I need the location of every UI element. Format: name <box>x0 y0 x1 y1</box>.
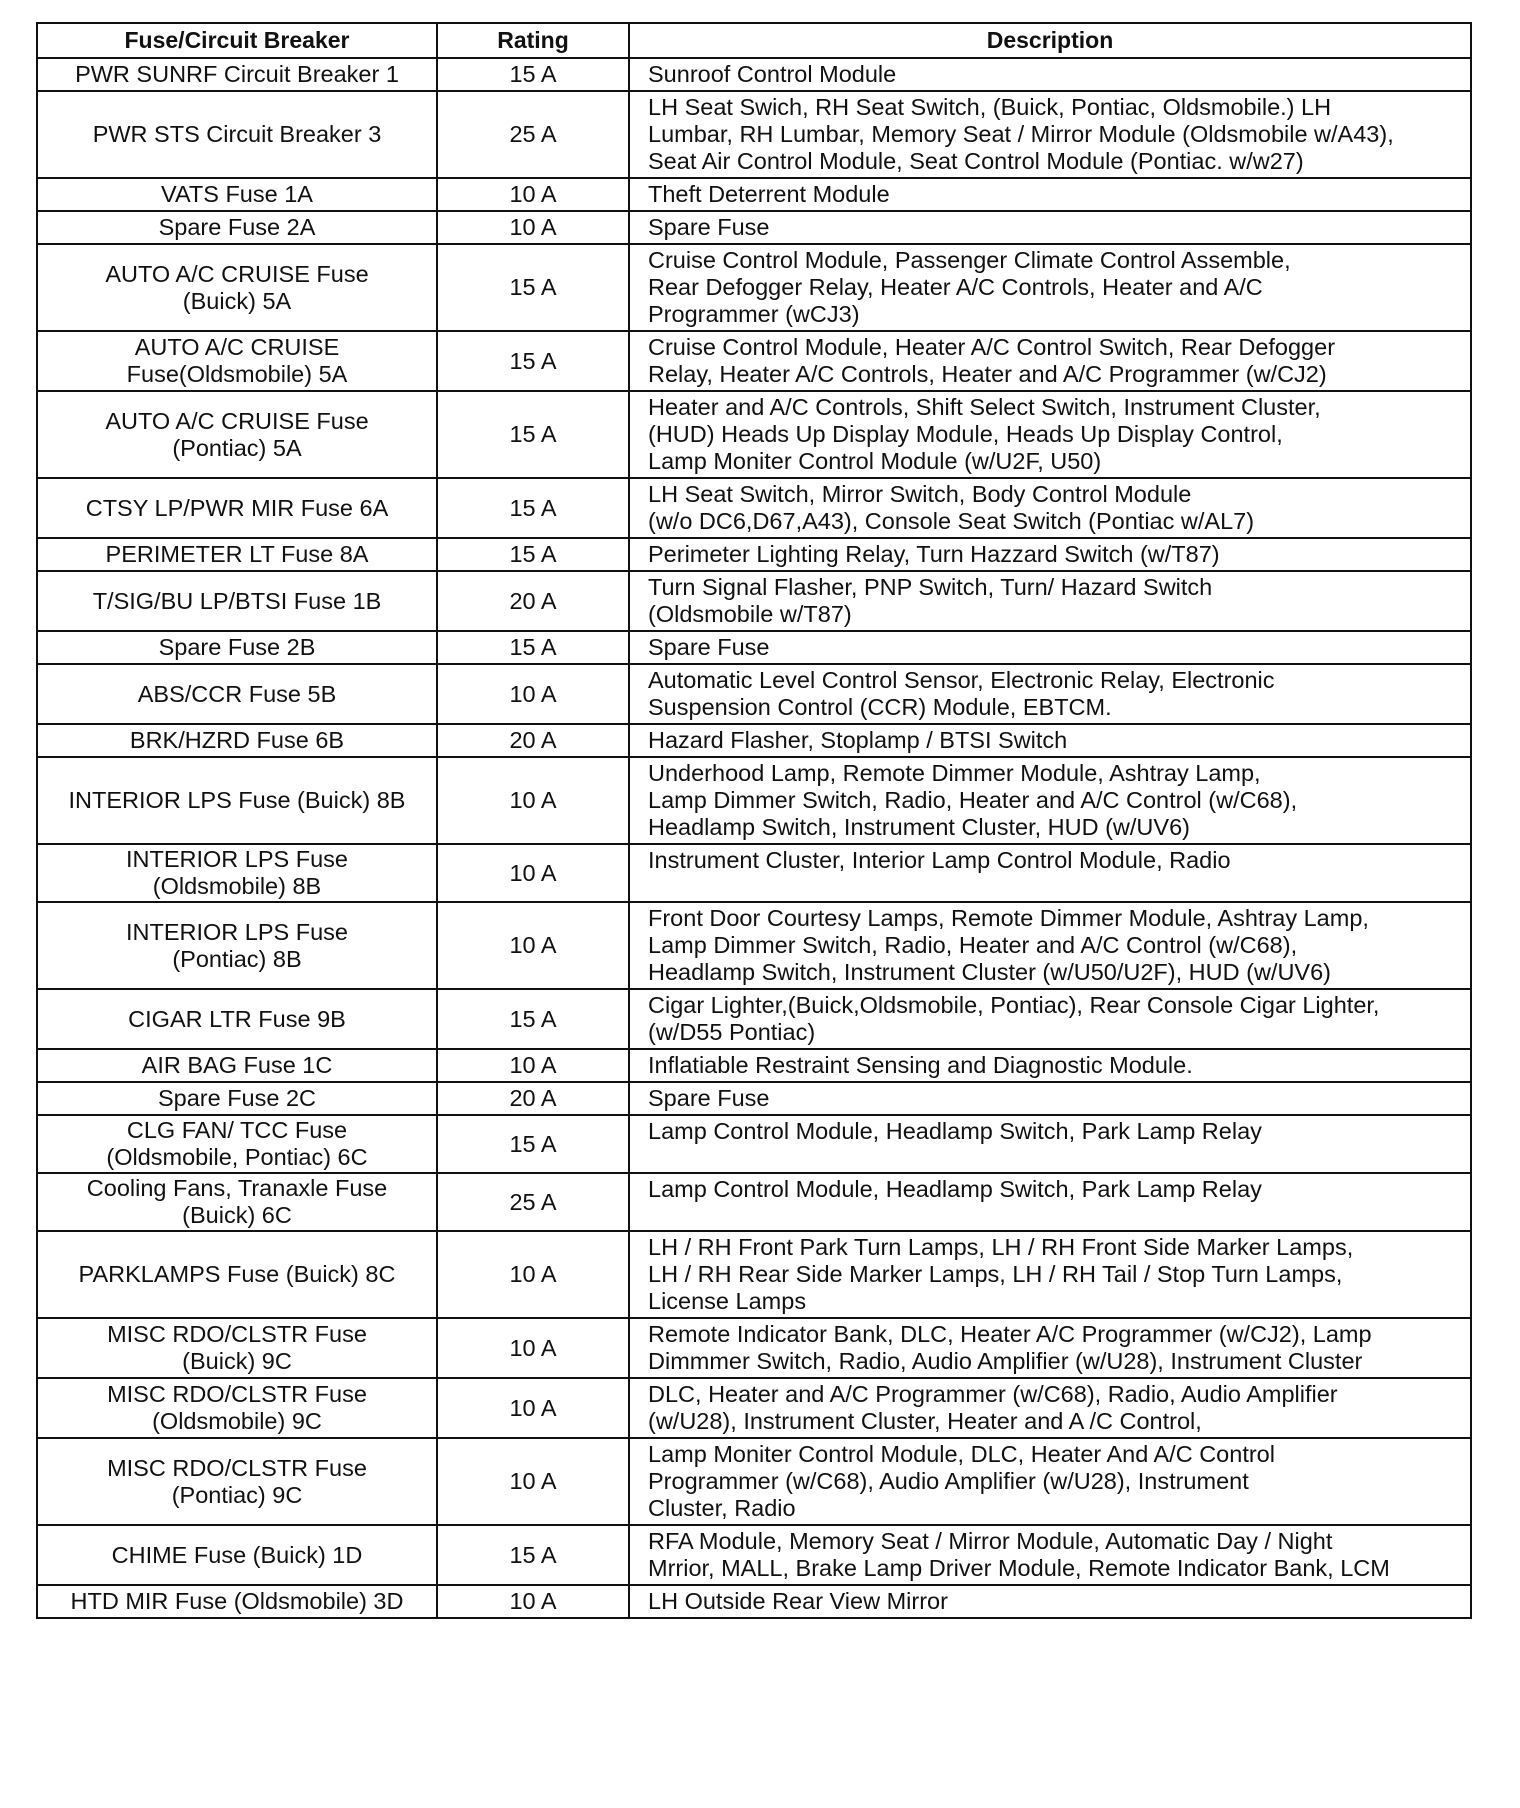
fuse-cell: AUTO A/C CRUISE Fuse(Oldsmobile) 5A <box>37 331 437 391</box>
description-cell: Cruise Control Module, Passenger Climate Control Assemble, Rear Defogger Relay, Heater A/C Controls, Heater and A/C Programmer (wCJ3) <box>629 244 1471 331</box>
fuse-cell: Spare Fuse 2B <box>37 631 437 664</box>
fuse-cell: CIGAR LTR Fuse 9B <box>37 989 437 1049</box>
fuse-cell: HTD MIR Fuse (Oldsmobile) 3D <box>37 1585 437 1618</box>
header-description: Description <box>629 23 1471 58</box>
rating-cell: 15 A <box>437 58 629 91</box>
fuse-table <box>36 22 1472 1619</box>
table-row <box>37 1585 1471 1618</box>
description-cell: Heater and A/C Controls, Shift Select Switch, Instrument Cluster, (HUD) Heads Up Display Module, Heads Up Display Control, Lamp Moniter Control Module (w/U2F, U50) <box>629 391 1471 478</box>
description-cell: Lamp Control Module, Headlamp Switch, Park Lamp Relay <box>629 1115 1471 1173</box>
table-row <box>37 989 1471 1049</box>
table-row <box>37 1173 1471 1231</box>
description-cell: Front Door Courtesy Lamps, Remote Dimmer Module, Ashtray Lamp, Lamp Dimmer Switch, Radio, Heater and A/C Control (w/C68), Headlamp Switch, Instrument Cluster (w/U50/U2F), HUD (w/UV6) <box>629 902 1471 989</box>
fuse-cell: PWR STS Circuit Breaker 3 <box>37 91 437 178</box>
description-cell: Spare Fuse <box>629 1082 1471 1115</box>
table-row <box>37 391 1471 478</box>
rating-cell: 25 A <box>437 1173 629 1231</box>
table-body <box>37 58 1471 1618</box>
table-header <box>37 23 1471 58</box>
header-fuse: Fuse/Circuit Breaker <box>37 23 437 58</box>
description-cell: Cruise Control Module, Heater A/C Control Switch, Rear Defogger Relay, Heater A/C Controls, Heater and A/C Programmer (w/CJ2) <box>629 331 1471 391</box>
fuse-cell: Spare Fuse 2A <box>37 211 437 244</box>
table-row <box>37 1049 1471 1082</box>
fuse-cell: CLG FAN/ TCC Fuse (Oldsmobile, Pontiac) 6C <box>37 1115 437 1173</box>
table-row <box>37 1378 1471 1438</box>
rating-cell: 15 A <box>437 478 629 538</box>
fuse-cell: PERIMETER LT Fuse 8A <box>37 538 437 571</box>
fuse-cell: MISC RDO/CLSTR Fuse (Oldsmobile) 9C <box>37 1378 437 1438</box>
table-row <box>37 757 1471 844</box>
fuse-cell: AUTO A/C CRUISE Fuse (Buick) 5A <box>37 244 437 331</box>
fuse-cell: BRK/HZRD Fuse 6B <box>37 724 437 757</box>
table-row <box>37 178 1471 211</box>
fuse-cell: T/SIG/BU LP/BTSI Fuse 1B <box>37 571 437 631</box>
fuse-cell: Spare Fuse 2C <box>37 1082 437 1115</box>
fuse-cell: CHIME Fuse (Buick) 1D <box>37 1525 437 1585</box>
description-cell: RFA Module, Memory Seat / Mirror Module, Automatic Day / Night Mrrior, MALL, Brake Lamp Driver Module, Remote Indicator Bank, LCM <box>629 1525 1471 1585</box>
rating-cell: 10 A <box>437 1231 629 1318</box>
description-cell: Spare Fuse <box>629 631 1471 664</box>
description-cell: LH / RH Front Park Turn Lamps, LH / RH Front Side Marker Lamps, LH / RH Rear Side Marker Lamps, LH / RH Tail / Stop Turn Lamps, License Lamps <box>629 1231 1471 1318</box>
table-row <box>37 724 1471 757</box>
fuse-cell: AUTO A/C CRUISE Fuse (Pontiac) 5A <box>37 391 437 478</box>
rating-cell: 20 A <box>437 1082 629 1115</box>
table-row <box>37 331 1471 391</box>
fuse-cell: PARKLAMPS Fuse (Buick) 8C <box>37 1231 437 1318</box>
header-row <box>37 23 1471 58</box>
rating-cell: 15 A <box>437 391 629 478</box>
rating-cell: 10 A <box>437 1049 629 1082</box>
description-cell: Theft Deterrent Module <box>629 178 1471 211</box>
fuse-cell: AIR BAG Fuse 1C <box>37 1049 437 1082</box>
rating-cell: 10 A <box>437 1585 629 1618</box>
table-row <box>37 1231 1471 1318</box>
rating-cell: 20 A <box>437 571 629 631</box>
table-row <box>37 631 1471 664</box>
rating-cell: 10 A <box>437 1378 629 1438</box>
table-row <box>37 1318 1471 1378</box>
fuse-cell: ABS/CCR Fuse 5B <box>37 664 437 724</box>
description-cell: Sunroof Control Module <box>629 58 1471 91</box>
fuse-cell: CTSY LP/PWR MIR Fuse 6A <box>37 478 437 538</box>
description-cell: Spare Fuse <box>629 211 1471 244</box>
rating-cell: 10 A <box>437 844 629 902</box>
table-row <box>37 664 1471 724</box>
description-cell: LH Outside Rear View Mirror <box>629 1585 1471 1618</box>
table-row <box>37 1115 1471 1173</box>
table-row <box>37 211 1471 244</box>
rating-cell: 10 A <box>437 1318 629 1378</box>
description-cell: Lamp Control Module, Headlamp Switch, Park Lamp Relay <box>629 1173 1471 1231</box>
table-row <box>37 91 1471 178</box>
description-cell: Remote Indicator Bank, DLC, Heater A/C Programmer (w/CJ2), Lamp Dimmmer Switch, Radio, Audio Amplifier (w/U28), Instrument Cluster <box>629 1318 1471 1378</box>
description-cell: Automatic Level Control Sensor, Electronic Relay, Electronic Suspension Control (CCR) Module, EBTCM. <box>629 664 1471 724</box>
rating-cell: 15 A <box>437 331 629 391</box>
description-cell: LH Seat Swich, RH Seat Switch, (Buick, Pontiac, Oldsmobile.) LH Lumbar, RH Lumbar, Memory Seat / Mirror Module (Oldsmobile w/A43), Seat Air Control Module, Seat Control Module (Pontiac. w/w27) <box>629 91 1471 178</box>
rating-cell: 25 A <box>437 91 629 178</box>
fuse-cell: INTERIOR LPS Fuse (Buick) 8B <box>37 757 437 844</box>
table-row <box>37 244 1471 331</box>
description-cell: Instrument Cluster, Interior Lamp Control Module, Radio <box>629 844 1471 902</box>
table-row <box>37 571 1471 631</box>
fuse-cell: MISC RDO/CLSTR Fuse (Pontiac) 9C <box>37 1438 437 1525</box>
header-rating: Rating <box>437 23 629 58</box>
rating-cell: 10 A <box>437 757 629 844</box>
table-row <box>37 538 1471 571</box>
description-cell: LH Seat Switch, Mirror Switch, Body Control Module (w/o DC6,D67,A43), Console Seat Switch (Pontiac w/AL7) <box>629 478 1471 538</box>
description-cell: DLC, Heater and A/C Programmer (w/C68), Radio, Audio Amplifier (w/U28), Instrument Cluster, Heater and A /C Control, <box>629 1378 1471 1438</box>
rating-cell: 15 A <box>437 989 629 1049</box>
table-row <box>37 902 1471 989</box>
rating-cell: 15 A <box>437 244 629 331</box>
table-row <box>37 58 1471 91</box>
table-row <box>37 1082 1471 1115</box>
description-cell: Inflatiable Restraint Sensing and Diagnostic Module. <box>629 1049 1471 1082</box>
fuse-cell: VATS Fuse 1A <box>37 178 437 211</box>
fuse-cell: Cooling Fans, Tranaxle Fuse (Buick) 6C <box>37 1173 437 1231</box>
rating-cell: 15 A <box>437 1115 629 1173</box>
description-cell: Hazard Flasher, Stoplamp / BTSI Switch <box>629 724 1471 757</box>
rating-cell: 20 A <box>437 724 629 757</box>
fuse-cell: INTERIOR LPS Fuse (Oldsmobile) 8B <box>37 844 437 902</box>
table-row <box>37 1438 1471 1525</box>
rating-cell: 10 A <box>437 902 629 989</box>
table-row <box>37 844 1471 902</box>
fuse-cell: PWR SUNRF Circuit Breaker 1 <box>37 58 437 91</box>
description-cell: Perimeter Lighting Relay, Turn Hazzard Switch (w/T87) <box>629 538 1471 571</box>
table-row <box>37 1525 1471 1585</box>
rating-cell: 15 A <box>437 538 629 571</box>
rating-cell: 10 A <box>437 178 629 211</box>
description-cell: Cigar Lighter,(Buick,Oldsmobile, Pontiac), Rear Console Cigar Lighter, (w/D55 Pontiac) <box>629 989 1471 1049</box>
rating-cell: 15 A <box>437 1525 629 1585</box>
description-cell: Underhood Lamp, Remote Dimmer Module, Ashtray Lamp, Lamp Dimmer Switch, Radio, Heater and A/C Control (w/C68), Headlamp Switch, Instrument Cluster, HUD (w/UV6) <box>629 757 1471 844</box>
rating-cell: 10 A <box>437 664 629 724</box>
rating-cell: 15 A <box>437 631 629 664</box>
table-row <box>37 478 1471 538</box>
fuse-cell: MISC RDO/CLSTR Fuse (Buick) 9C <box>37 1318 437 1378</box>
rating-cell: 10 A <box>437 211 629 244</box>
fuse-cell: INTERIOR LPS Fuse (Pontiac) 8B <box>37 902 437 989</box>
description-cell: Lamp Moniter Control Module, DLC, Heater And A/C Control Programmer (w/C68), Audio Amplifier (w/U28), Instrument Cluster, Radio <box>629 1438 1471 1525</box>
rating-cell: 10 A <box>437 1438 629 1525</box>
description-cell: Turn Signal Flasher, PNP Switch, Turn/ Hazard Switch (Oldsmobile w/T87) <box>629 571 1471 631</box>
